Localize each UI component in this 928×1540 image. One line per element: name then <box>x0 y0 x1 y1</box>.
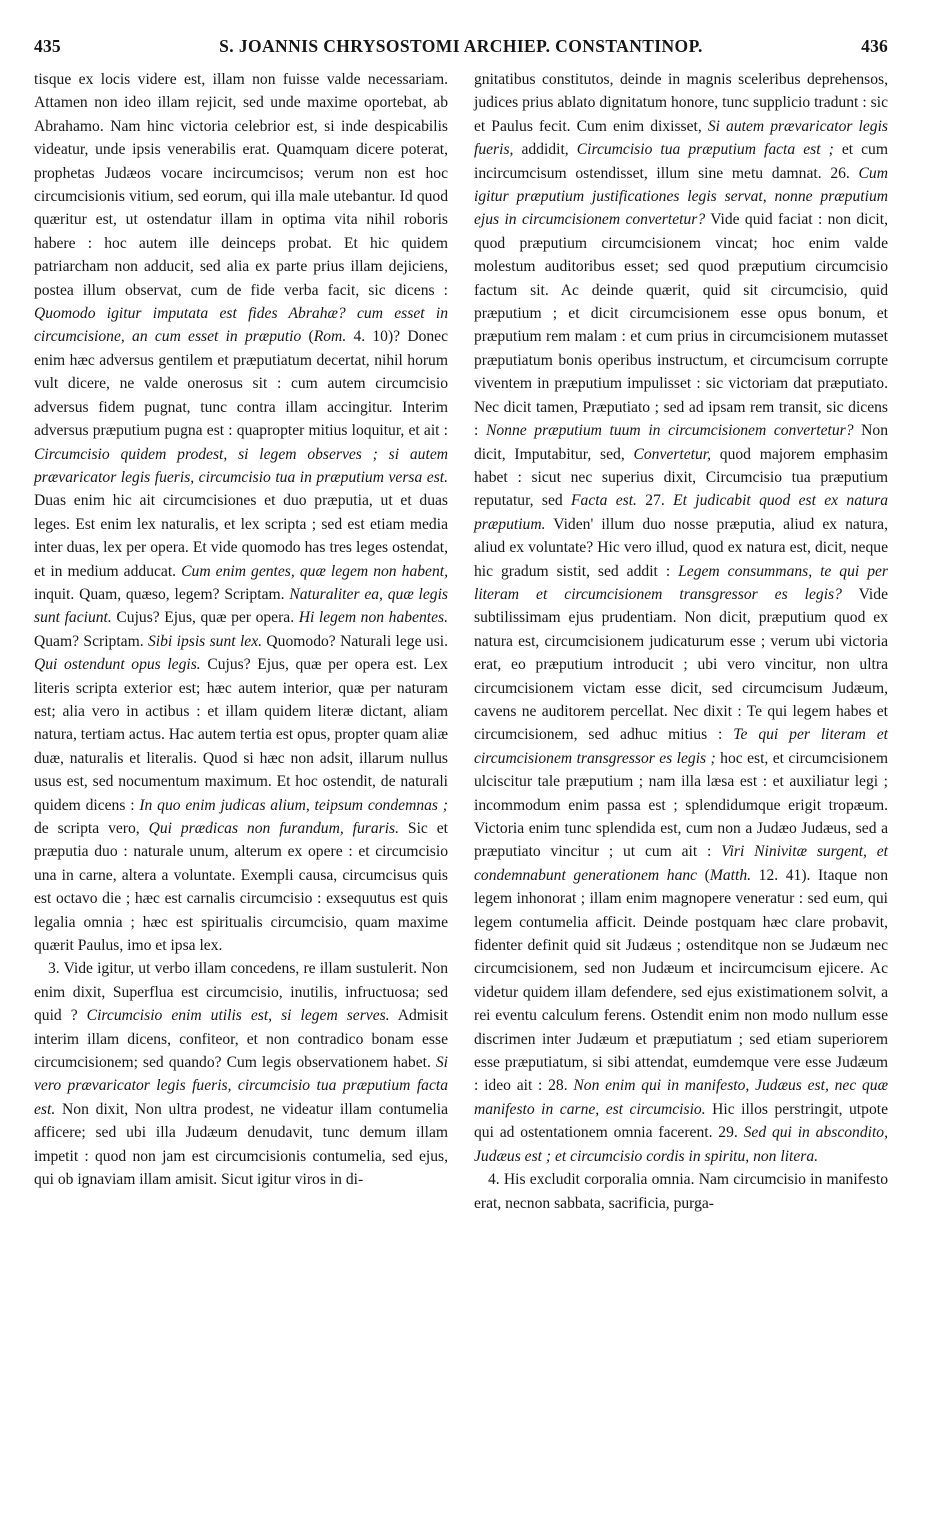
italic-quotation: Te qui per literam et circumcisionem transgressor es legis ; <box>474 726 888 767</box>
text-span: Quam? Scriptam. <box>34 632 148 650</box>
italic-quotation: Nonne præputium tuum in circumcisionem convertetur? <box>485 422 854 440</box>
italic-quotation: Sibi ipsis sunt lex. <box>147 632 263 650</box>
paragraph <box>34 68 448 957</box>
text-span: Admisit interim illam dicens, confiteor, et non contradico bonam esse circumcisionem; sed quando? Cum legis observationem habet. <box>34 1007 448 1072</box>
italic-quotation: Si vero prævaricator legis fueris, circumcisio tua præputium facta est. <box>34 1054 448 1118</box>
text-span: tisque ex locis videre est, illam non fuisse valde necessariam. Attamen non ideo illam rejicit, sed unde maxime oportebat, ab Abrahamo. Nam hinc victoria celebrior est, si inde despicabilis videatur, unde ipsis venerabilis erat. Quamquam dicere poterat, prophetas Judæos vocare incircumcisos; verum non est hoc circumcisionis vitium, sed eorum, qui illa male utebantur. Id quod quæritur est, ut ostendatur illam in optima vita nihil roboris habere : hoc autem ille deinceps probat. Et hic quidem patriarcham non adducit, sed alia ex parte prius illam dejiciens, postea illum observat, cum de fide verba facit, sic dicens : <box>34 71 448 299</box>
italic-quotation: Circumcisio tua præputium facta est ; <box>576 141 834 159</box>
italic-quotation: Naturaliter ea, quæ legis sunt faciunt. <box>34 585 449 627</box>
text-span: de scripta vero, <box>34 820 149 837</box>
text-span: Vide quid faciat : non dicit, quod præputium circumcisionem vincat; hoc enim valde molestum auditoribus esset; sed quod præputium circumcisio factum sit. Ac deinde quærit, quid sit circumcisio, quid præputium ; et dicit circumcisionem esse opus bonum, et præputium rem malam : et cum prius in circumcisionem mutasset præputiatum bonis operibus instructum, et circumcisum corrupte viventem in præputium impulisset : sic victoriam dat præputiato. Nec dicit tamen, Præputiato ; sed ad ipsam rem transit, sic dicens : <box>474 211 888 440</box>
text-span: Vide subtilissimam ejus prudentiam. Non dicit, præputium quod ex natura est, circumcisionem judicaturum esse ; verum ubi victoria erat, eo præputium introducit ; ubi vero vincitur, non ultra circumcisionem victam esse dicit, sed circumcisum Judæum, cavens ne auditorem percellat. Nec dixit : Te qui legem habes et circumcisionem, sed adhuc mitius : <box>474 585 888 744</box>
text-span: hoc est, et circumcisionem ulciscitur tale præputium ; nam illa læsa est : et auxiliatur legi ; incommodum enim passa est ; splendidumque erigit tropæum. Victoria enim tunc splendida est, cum non a Judæo Judæus, sed a præputiato vincitur ; ut cum ait : <box>474 749 888 861</box>
italic-quotation: Facta est. <box>571 492 637 510</box>
italic-quotation: Convertetur, <box>633 445 712 463</box>
text-span: Cujus? Ejus, quæ per opera est. Lex literis scripta exterior est; hæc autem interior, quæ per naturam est; alia vero in actibus : et illam quidem literæ dictant, aliam natura, tertiam actus. Hac autem tertia est opus, propter quam aliæ duæ, naturalis et literalis. Quod si hæc non adsit, illarum nullus usus est, sed nocumentum maximum. Et hoc ostendit, de naturali quidem dicens : <box>34 656 448 814</box>
italic-quotation: Qui ostendunt opus legis. <box>34 656 201 674</box>
italic-quotation: Qui prædicas non furandum, furaris. <box>148 820 400 837</box>
page-number-left: 435 <box>34 36 61 56</box>
text-span: 27. <box>636 492 674 510</box>
paragraph <box>474 1168 888 1215</box>
left-column <box>34 68 448 1215</box>
italic-quotation: Et judicabit quod est ex natura præputium. <box>474 492 888 533</box>
page-number-right: 436 <box>861 36 888 56</box>
italic-quotation: Matth. <box>709 866 752 884</box>
text-span: Duas enim hic ait circumcisiones et duo præputia, ut et duas leges. Est enim lex naturalis, et lex scripta ; sed est etiam media inter duas, lex per opera. Et vide quomodo has tres leges ostendat, et in medium adducat. <box>34 492 448 580</box>
italic-quotation: In quo enim judicas alium, teipsum condemnas ; <box>139 796 448 814</box>
italic-quotation: Non enim qui in manifesto, Judæus est, nec quæ manifesto in carne, est circumcisio. <box>474 1077 888 1118</box>
paragraph <box>34 957 448 1191</box>
text-span: Non dicit, Imputabitur, sed, <box>474 422 889 463</box>
text-span: et cum incircumcisum ostendisset, illum sine metu damnat. 26. <box>474 141 888 182</box>
text-span: Non dixit, Non ultra prodest, ne videatur illam contumelia afficere; sed ubi illa Judæum denudavit, tunc demum illam impetit : quod non jam est circumcisionis contumelia, sed ejus, qui ob ignaviam illam amisit. Sicut igitur viros in di- <box>34 1100 448 1189</box>
text-span: ( <box>301 328 314 346</box>
text-span: inquit. Quam, quæso, legem? Scriptam. <box>34 585 290 603</box>
text-columns <box>34 68 888 1215</box>
running-header <box>34 36 888 68</box>
text-span: Hic illos perstringit, utpote qui ad ostentationem omnia facerent. 29. <box>474 1100 888 1142</box>
text-span: Cujus? Ejus, quæ per opera. <box>111 609 299 627</box>
italic-quotation: Si autem prævaricator legis fueris, <box>474 117 889 159</box>
italic-quotation: Viri Ninivitæ surgent, et condemnabunt generationem hanc <box>474 843 888 884</box>
italic-quotation: Sed qui in abscondito, Judæus est ; et circumcisio cordis in spiritu, non litera. <box>474 1124 888 1165</box>
italic-quotation: Cum igitur præputium justificationes legis servat, nonne præputium ejus in circumcisionem convertetur? <box>474 164 888 229</box>
italic-quotation: Quomodo igitur imputata est fides Abrahæ? cum esset in circumcisione, an cum esset in præputio <box>34 305 448 346</box>
italic-quotation: Circumcisio quidem prodest, si legem observes ; si autem prævaricator legis fueris, circumcisio tua in præputium versa est. <box>34 445 448 486</box>
text-span: 4. 10)? Donec enim hæc adversus gentilem et præputiatum decertat, nihil horum vult dicere, ne valde onerosus sit : cum autem circumcisio adversus fidem pugnat, tunc contra illam accingitur. Interim adversus præputium pugna est : quapropter mitius loquitur, et ait : <box>34 328 449 440</box>
text-span: ( <box>697 866 710 884</box>
text-span: quod majorem emphasim habet : sicut nec superius dixit, Circumcisio tua præputium reputatur, sed <box>474 445 889 510</box>
text-span: Sic et præputia duo : naturale unum, alterum ex opere : et circumcisio una in carne, altera a voluntate. Exempli causa, circumcisus quis est octavo die ; hæc est carnalis circumcisio : exsequutus est quis legalia omnia ; hæc est spiritualis circumcisio, quam maxime quærit Paulus, imo et ipsa lex. <box>34 820 448 955</box>
italic-quotation: Hi legem non habentes. <box>298 609 448 627</box>
italic-quotation: Circumcisio enim utilis est, si legem serves. <box>86 1007 390 1025</box>
paragraph <box>474 68 888 1168</box>
text-span: addidit, <box>513 141 577 159</box>
text-span: 3. Vide igitur, ut verbo illam concedens, re illam sustulerit. Non enim dixit, Superflua est circumcisio, inutilis, infructuosa; sed quid ? <box>34 960 448 1025</box>
right-column <box>474 68 888 1215</box>
text-span: 12. 41). Itaque non legem inhonorat ; illam enim magnopere veneratur : sed eum, qui legem contumelia afficit. Deinde postquam hæc clare probavit, fidenter definit quid sit Judæus ; ostenditque non se Judæum nec circumcisionem, sed non Judæum et incircumcisum ejicere. Ac videtur quidem illam defendere, sed ejus existimationem solvit, a rei eventu calculum ferens. Ostendit enim non modo nullum esse discrimen inter Judæum et præputiatum ; sed etiam superiorem esse præputiatum, si sibi attendat, eumdemque vere esse Judæum : ideo ait : 28. <box>474 866 889 1095</box>
running-title: S. JOANNIS CHRYSOSTOMI ARCHIEP. CONSTANTINOP. <box>219 36 703 56</box>
italic-quotation: Cum enim gentes, quæ legem non habent, <box>181 562 448 580</box>
text-span: Viden' illum duo nosse præputia, aliud ex natura, aliud ex voluntate? Hic vero illud, quod ex natura est, dicit, neque hic gradum sistit, sed addit : <box>474 515 888 580</box>
text-span: gnitatibus constitutos, deinde in magnis sceleribus deprehensos, judices prius ablato dignitatum honore, tunc supplicio tradunt : sic et Paulus fecit. Cum enim dixisset, <box>474 71 888 135</box>
italic-quotation: Legem consummans, te qui per literam et circumcisionem transgressor es legis? <box>474 562 888 603</box>
text-span: Quomodo? Naturali lege usi. <box>262 632 448 650</box>
text-span: 4. His excludit corporalia omnia. Nam circumcisio in manifesto erat, necnon sabbata, sacrificia, purga- <box>474 1171 888 1212</box>
italic-quotation: Rom. <box>313 328 347 346</box>
